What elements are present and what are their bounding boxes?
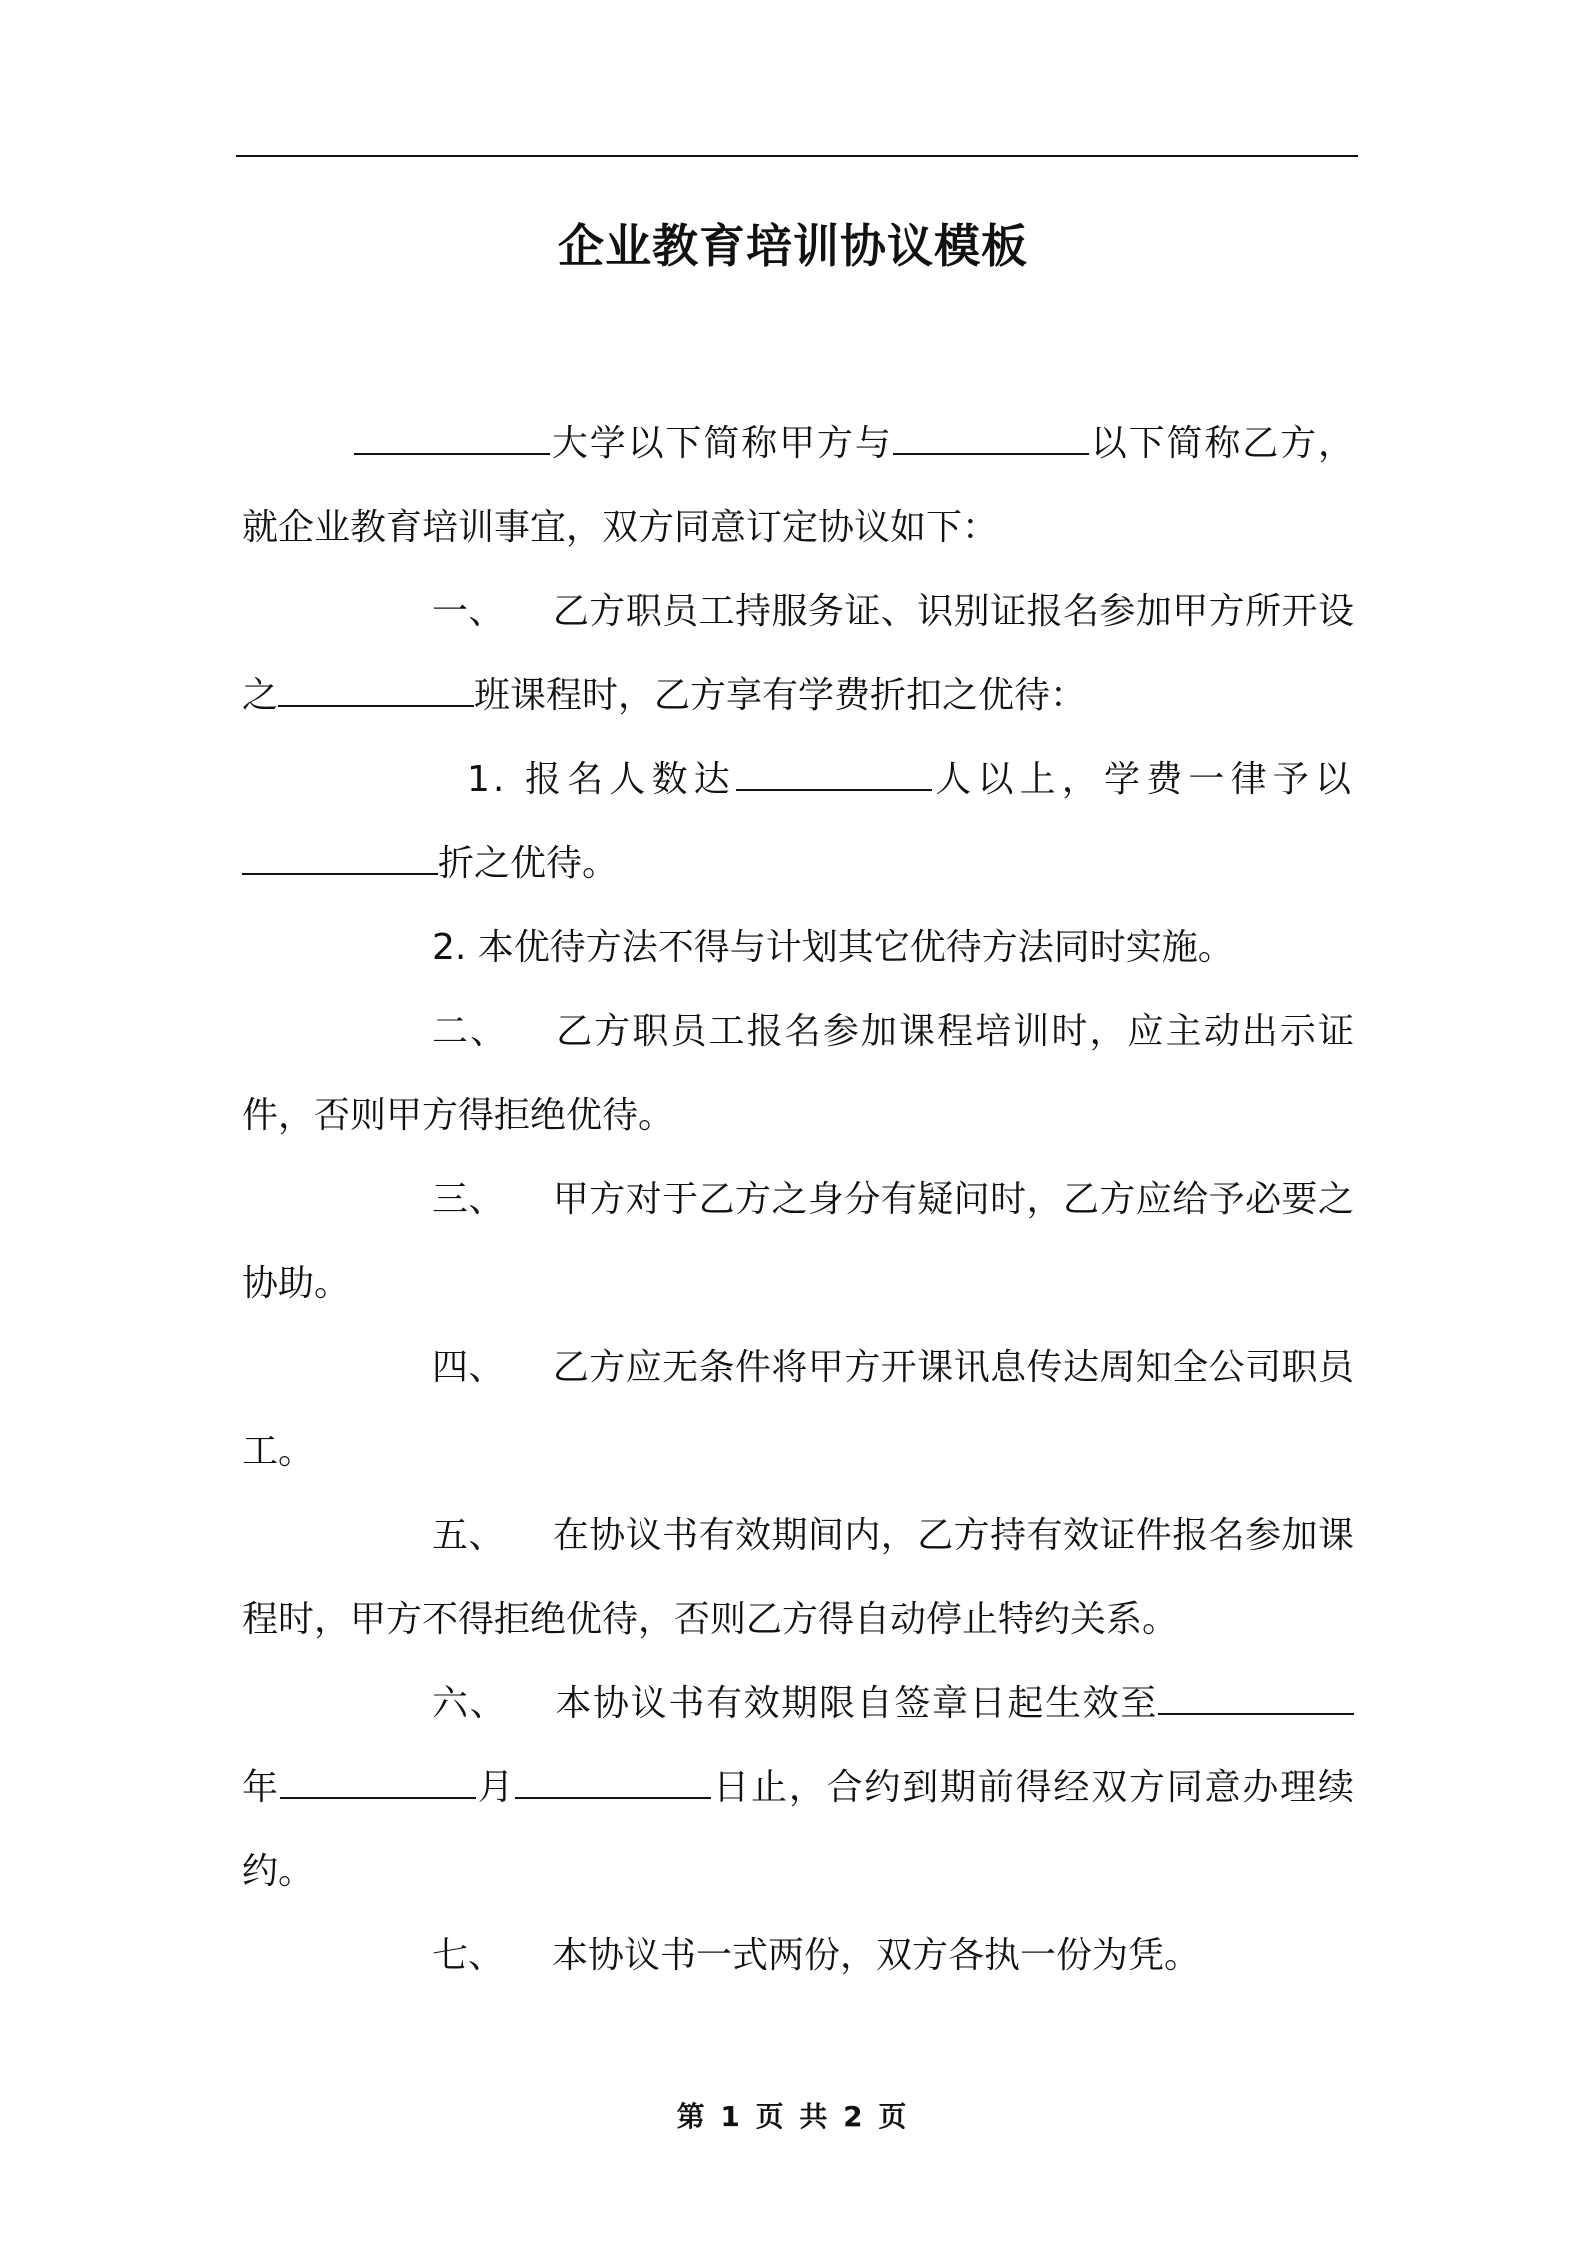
- clause-number: 六、: [432, 1683, 508, 1724]
- blank-line: [354, 423, 550, 455]
- blank-line: [242, 843, 438, 875]
- clause-number: 三、: [432, 1179, 505, 1220]
- header-rule: [236, 155, 1358, 157]
- clause-1-item-1: [242, 738, 1354, 906]
- blank-line: [515, 1767, 711, 1799]
- clause-text: 本协议书有效期限自签章日起生效至: [555, 1683, 1158, 1724]
- clause-text: 班课程时，乙方享有学费折扣之优待：: [474, 675, 1087, 716]
- clause-text: 甲方对于乙方之身分有疑问时，乙方应给予必要之协助。: [242, 1179, 1354, 1304]
- item-text: 人以上，学费一律予以: [932, 759, 1354, 800]
- intro-text-2: 以下简称乙方，就企业教育培训事宜，双方同意订定协议如下：: [242, 423, 1354, 548]
- clause-number: 二、: [432, 1011, 509, 1052]
- blank-line: [278, 675, 474, 707]
- clause-4: [242, 1326, 1354, 1494]
- item-text: 1. 报名人数达: [467, 759, 736, 800]
- document-title: 企业教育培训协议模板: [558, 219, 1028, 273]
- clause-text: 日止，合约到期前得经双方同意办理续约。: [242, 1767, 1354, 1892]
- clause-text: 在协议书有效期间内，乙方持有效证件报名参加课程时，甲方不得拒绝优待，否则乙方得自动停止特约关系。: [242, 1515, 1354, 1640]
- clause-1: [242, 570, 1354, 738]
- clause-number: 七、: [432, 1935, 505, 1976]
- clause-text: 月: [475, 1767, 516, 1808]
- blank-line: [736, 759, 932, 791]
- clause-6: [242, 1662, 1354, 1914]
- clause-text: 年: [242, 1767, 280, 1808]
- clause-number: 四、: [432, 1347, 505, 1388]
- intro-text-1: 大学以下简称甲方与: [550, 423, 893, 464]
- clause-7: [242, 1914, 1354, 1998]
- clause-number: 五、: [432, 1515, 505, 1556]
- blank-line: [280, 1767, 476, 1799]
- clause-1-item-2: [242, 906, 1354, 990]
- item-text: 2. 本优待方法不得与计划其它优待方法同时实施。: [432, 927, 1234, 968]
- clause-text: 乙方应无条件将甲方开课讯息传达周知全公司职员工。: [242, 1347, 1354, 1472]
- item-text: 折之优待。: [438, 843, 619, 884]
- page-number: 第 1 页 共 2 页: [676, 2100, 910, 2133]
- clause-5: [242, 1494, 1354, 1662]
- clause-text: 乙方职员工持服务证、识别证报名参加甲方所开设之: [242, 591, 1354, 716]
- clause-number: 一、: [432, 591, 505, 632]
- blank-line: [1158, 1683, 1354, 1715]
- document-body: [242, 402, 1354, 1998]
- clause-2: [242, 990, 1354, 1158]
- intro-paragraph: [242, 402, 1354, 570]
- blank-line: [893, 423, 1089, 455]
- clause-text: 乙方职员工报名参加课程培训时，应主动出示证件，否则甲方得拒绝优待。: [242, 1011, 1354, 1136]
- clause-text: 本协议书一式两份，双方各执一份为凭。: [552, 1935, 1201, 1976]
- clause-3: [242, 1158, 1354, 1326]
